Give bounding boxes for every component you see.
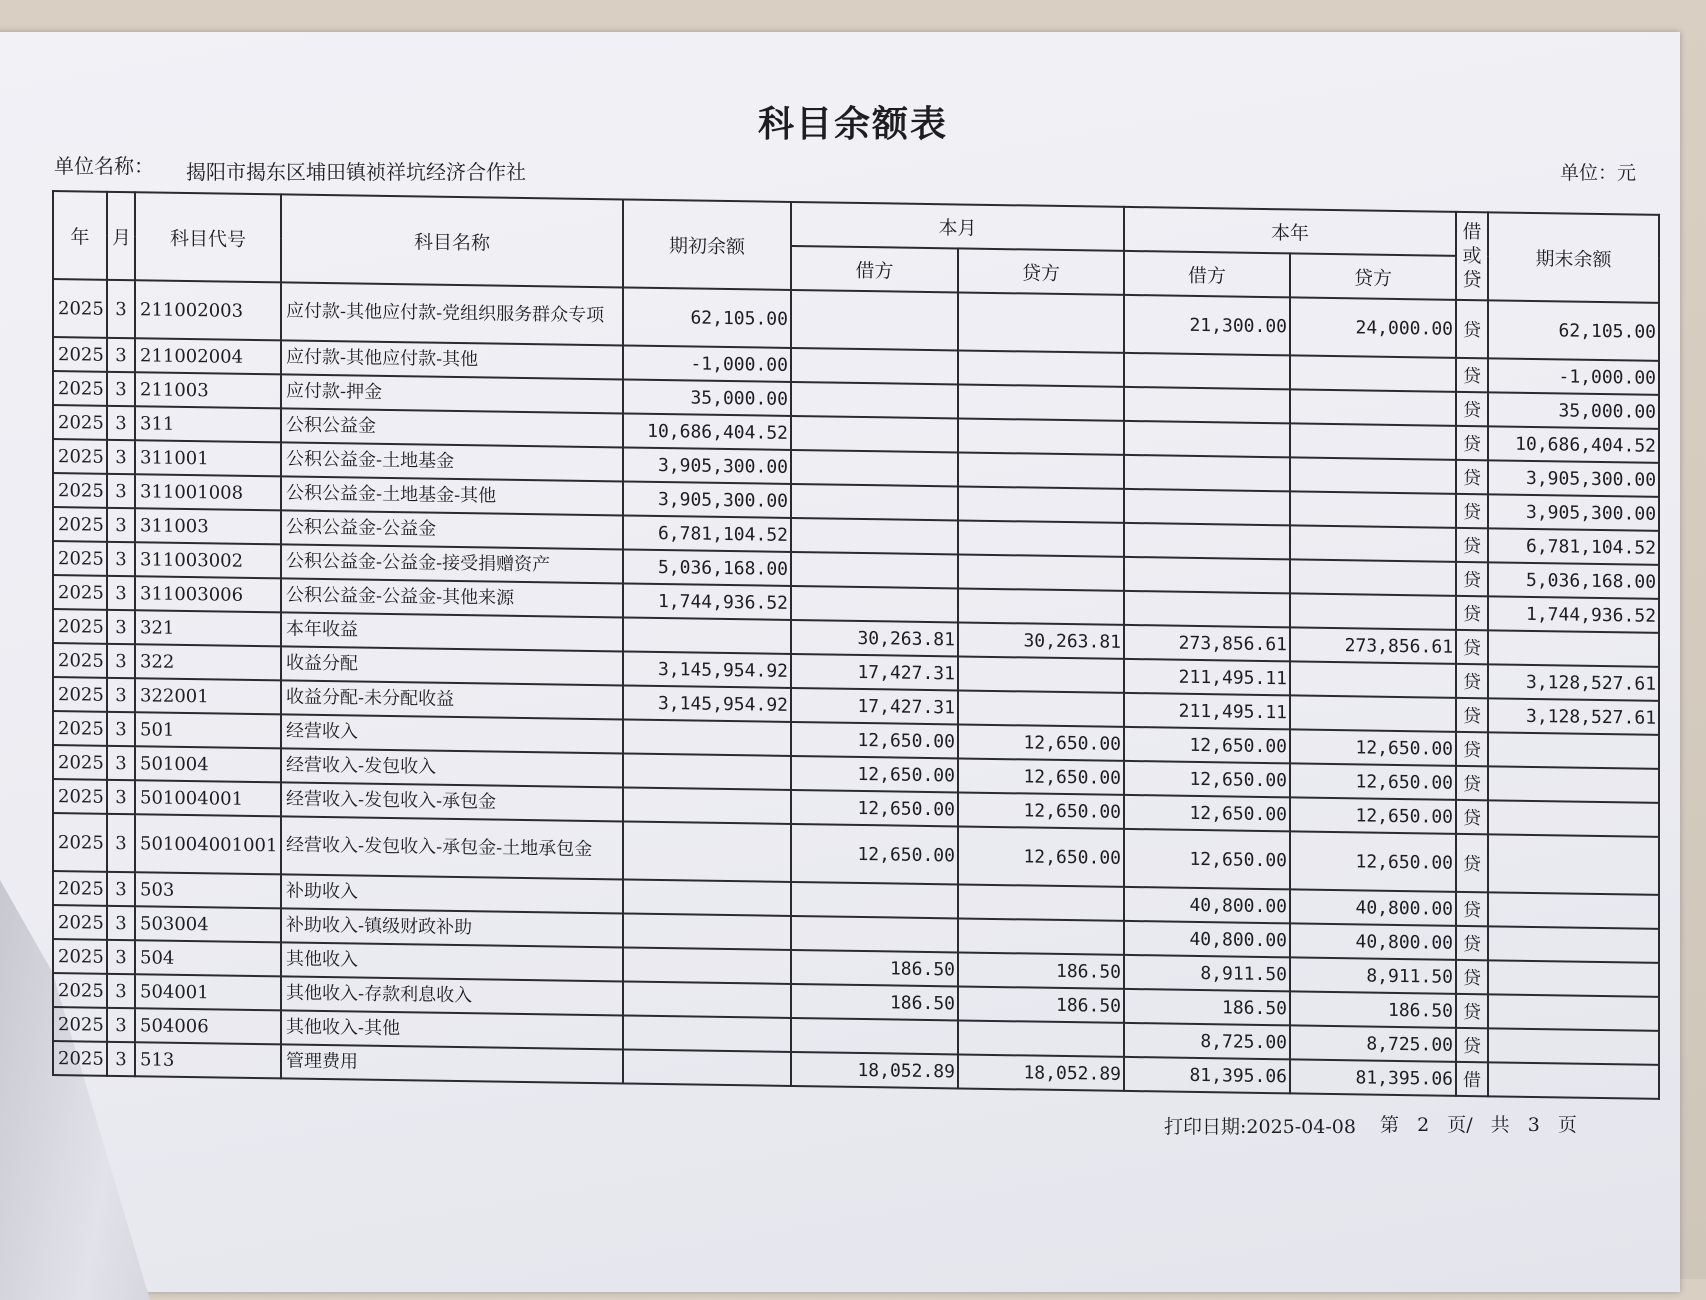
cell-year: 2025 [53, 279, 107, 338]
cell-code: 211002004 [135, 338, 281, 374]
cell-name: 应付款-其他应付款-其他 [281, 340, 623, 379]
cell-closing: 3,905,300.00 [1488, 460, 1659, 497]
cell-month-debit: 12,650.00 [791, 756, 958, 792]
cell-month-credit: 186.50 [958, 952, 1124, 988]
cell-direction: 贷 [1456, 528, 1488, 562]
cell-year-credit: 12,650.00 [1290, 831, 1456, 891]
cell-year-credit [1290, 423, 1456, 459]
cell-year-credit [1290, 661, 1456, 697]
cell-month: 3 [107, 780, 135, 814]
cell-code: 311 [135, 406, 281, 442]
cell-year-debit [1124, 387, 1290, 423]
cell-closing: 1,744,936.52 [1488, 596, 1659, 633]
cell-code: 311001008 [135, 474, 281, 510]
cell-code: 321 [135, 610, 281, 646]
cell-name: 公积公益金-公益金 [281, 510, 623, 549]
cell-month-debit: 17,427.31 [791, 654, 958, 690]
cell-month-debit [791, 484, 958, 520]
cell-year-debit: 12,650.00 [1124, 829, 1290, 889]
cell-closing [1488, 960, 1659, 997]
cell-name: 经营收入-发包收入 [281, 748, 623, 787]
cell-year-credit [1290, 593, 1456, 629]
cell-month: 3 [107, 974, 135, 1008]
cell-code: 211003 [135, 372, 281, 408]
cell-name: 公积公益金-土地基金 [281, 442, 623, 481]
cell-month-credit [958, 918, 1124, 954]
cell-month-credit [958, 418, 1124, 454]
cell-month-credit [958, 690, 1124, 726]
cell-name: 公积公益金-土地基金-其他 [281, 476, 623, 515]
cell-year: 2025 [53, 643, 107, 678]
page-prefix: 第 [1380, 1114, 1400, 1136]
cell-year: 2025 [53, 813, 107, 872]
cell-opening: 10,686,404.52 [623, 413, 791, 449]
cell-year-debit: 12,650.00 [1124, 795, 1290, 831]
cell-name: 经营收入-发包收入-承包金 [281, 782, 623, 821]
cell-month: 3 [107, 644, 135, 678]
cell-closing: 3,905,300.00 [1488, 494, 1659, 531]
cell-month-credit [958, 384, 1124, 420]
cell-name: 其他收入 [281, 942, 623, 981]
cell-year-credit [1290, 559, 1456, 595]
cell-code: 311003002 [135, 542, 281, 578]
cell-month: 3 [107, 576, 135, 610]
cell-direction: 贷 [1456, 460, 1488, 494]
header-year: 年 [53, 191, 107, 280]
cell-month-debit: 17,427.31 [791, 688, 958, 724]
header-month: 月 [107, 192, 135, 280]
cell-year-credit: 12,650.00 [1290, 729, 1456, 765]
cell-year-debit [1124, 353, 1290, 389]
cell-name: 应付款-押金 [281, 374, 623, 413]
cell-year: 2025 [53, 541, 107, 576]
cell-year-debit: 81,395.06 [1124, 1057, 1290, 1093]
cell-direction: 贷 [1456, 630, 1488, 664]
cell-month: 3 [107, 508, 135, 542]
cell-year-credit: 12,650.00 [1290, 797, 1456, 833]
cell-month-debit: 12,650.00 [791, 790, 958, 826]
cell-code: 311003 [135, 508, 281, 544]
cell-name: 收益分配-未分配收益 [281, 680, 623, 719]
cell-closing [1488, 1028, 1659, 1065]
cell-month-credit [958, 588, 1124, 624]
cell-year: 2025 [53, 337, 107, 372]
page-mid: 页/ [1447, 1114, 1473, 1136]
cell-month: 3 [107, 338, 135, 372]
cell-year-credit: 273,856.61 [1290, 627, 1456, 663]
cell-direction: 贷 [1456, 766, 1488, 800]
cell-opening: 3,145,954.92 [623, 651, 791, 687]
cell-year: 2025 [53, 405, 107, 440]
cell-year: 2025 [53, 473, 107, 508]
cell-closing [1488, 800, 1659, 837]
cell-month-credit [958, 656, 1124, 692]
cell-month-credit: 30,263.81 [958, 622, 1124, 658]
cell-name: 本年收益 [281, 612, 623, 651]
cell-year-credit [1290, 695, 1456, 731]
cell-year: 2025 [53, 745, 107, 780]
cell-year-credit: 81,395.06 [1290, 1059, 1456, 1095]
cell-closing: 35,000.00 [1488, 392, 1659, 429]
cell-code: 504001 [135, 974, 281, 1010]
cell-direction: 贷 [1456, 800, 1488, 834]
cell-month-credit: 18,052.89 [958, 1054, 1124, 1090]
page-indicator [1374, 1110, 1583, 1137]
cell-month: 3 [107, 746, 135, 780]
cell-year: 2025 [53, 1007, 107, 1042]
cell-direction: 贷 [1456, 732, 1488, 766]
cell-closing: 5,036,168.00 [1488, 562, 1659, 599]
page-suffix: 页 [1557, 1114, 1577, 1136]
header-month-credit: 贷方 [958, 248, 1124, 294]
cell-year: 2025 [53, 905, 107, 940]
cell-year-credit [1290, 355, 1456, 391]
cell-month-debit [791, 450, 958, 486]
cell-opening: 62,105.00 [623, 287, 791, 347]
cell-month-credit [958, 1020, 1124, 1056]
header-code: 科目代号 [135, 192, 281, 282]
cell-year-debit: 12,650.00 [1124, 727, 1290, 763]
cell-opening: 5,036,168.00 [623, 549, 791, 585]
cell-month: 3 [107, 1008, 135, 1042]
cell-month-credit: 12,650.00 [958, 826, 1124, 886]
cell-direction: 贷 [1456, 596, 1488, 630]
cell-month-credit [958, 486, 1124, 522]
cell-year-debit: 12,650.00 [1124, 761, 1290, 797]
cell-month: 3 [107, 940, 135, 974]
cell-month-debit [791, 518, 958, 554]
cell-year-debit [1124, 421, 1290, 457]
cell-year-debit: 8,911.50 [1124, 955, 1290, 991]
cell-year: 2025 [53, 439, 107, 474]
cell-opening: 3,145,954.92 [623, 685, 791, 721]
balance-table [52, 190, 1660, 1100]
cell-closing [1488, 1062, 1659, 1099]
cell-year: 2025 [53, 609, 107, 644]
cell-opening: 1,744,936.52 [623, 583, 791, 619]
cell-direction: 贷 [1456, 698, 1488, 732]
cell-month-credit: 186.50 [958, 986, 1124, 1022]
cell-closing [1488, 834, 1659, 895]
page-total: 3 [1527, 1114, 1540, 1136]
unit-name-value: 揭阳市揭东区埔田镇祯祥坑经济合作社 [186, 160, 526, 184]
cell-year: 2025 [53, 1041, 107, 1076]
cell-opening [623, 1049, 791, 1085]
cell-opening [623, 719, 791, 755]
header-closing: 期末余额 [1488, 212, 1659, 303]
cell-opening [623, 981, 791, 1017]
cell-opening [623, 947, 791, 983]
cell-month-credit: 12,650.00 [958, 724, 1124, 760]
header-name: 科目名称 [281, 194, 623, 287]
cell-month-debit [791, 290, 958, 350]
cell-year: 2025 [53, 973, 107, 1008]
page-current: 2 [1417, 1114, 1430, 1136]
cell-month: 3 [107, 678, 135, 712]
cell-direction: 贷 [1456, 994, 1488, 1028]
cell-direction: 贷 [1456, 664, 1488, 698]
cell-month-debit: 12,650.00 [791, 722, 958, 758]
cell-direction: 贷 [1456, 358, 1488, 392]
cell-direction: 贷 [1456, 300, 1488, 358]
cell-direction: 贷 [1456, 1028, 1488, 1062]
cell-month-credit: 12,650.00 [958, 758, 1124, 794]
cell-code: 311001 [135, 440, 281, 476]
cell-name: 补助收入-镇级财政补助 [281, 908, 623, 947]
cell-opening [623, 1015, 791, 1051]
cell-code: 211002003 [135, 280, 281, 340]
cell-month-debit [791, 552, 958, 588]
cell-code: 503004 [135, 906, 281, 942]
cell-code: 504006 [135, 1008, 281, 1044]
cell-year-debit: 40,800.00 [1124, 921, 1290, 957]
cell-month-credit [958, 350, 1124, 386]
cell-month: 3 [107, 280, 135, 338]
cell-year-debit [1124, 455, 1290, 491]
page-total-prefix: 共 [1490, 1114, 1510, 1136]
cell-direction: 贷 [1456, 494, 1488, 528]
header-month-debit: 借方 [791, 246, 958, 292]
cell-direction: 贷 [1456, 834, 1488, 892]
cell-year-debit: 211,495.11 [1124, 693, 1290, 729]
cell-closing [1488, 994, 1659, 1031]
cell-month-debit [791, 586, 958, 622]
cell-name: 应付款-其他应付款-党组织服务群众专项 [281, 282, 623, 345]
header-this-month: 本月 [791, 202, 1124, 251]
cell-name: 公积公益金-公益金-接受捐赠资产 [281, 544, 623, 583]
cell-month-debit [791, 916, 958, 952]
cell-year: 2025 [53, 507, 107, 542]
cell-month: 3 [107, 872, 135, 906]
cell-closing [1488, 766, 1659, 803]
cell-month-debit: 30,263.81 [791, 620, 958, 656]
cell-month: 3 [107, 406, 135, 440]
cell-opening [623, 787, 791, 823]
cell-month: 3 [107, 712, 135, 746]
cell-month: 3 [107, 440, 135, 474]
cell-closing: 3,128,527.61 [1488, 664, 1659, 701]
cell-month: 3 [107, 474, 135, 508]
cell-opening: 6,781,104.52 [623, 515, 791, 551]
cell-code: 322 [135, 644, 281, 680]
cell-code: 501 [135, 712, 281, 748]
cell-year-debit: 273,856.61 [1124, 625, 1290, 661]
cell-year-debit [1124, 489, 1290, 525]
cell-code: 501004001001 [135, 814, 281, 874]
cell-year: 2025 [53, 779, 107, 814]
print-date: 打印日期:2025-04-08 [1164, 1116, 1356, 1138]
cell-year-credit: 8,911.50 [1290, 957, 1456, 993]
cell-month-credit [958, 884, 1124, 920]
cell-month-debit [791, 382, 958, 418]
cell-month-debit [791, 882, 958, 918]
cell-opening: -1,000.00 [623, 345, 791, 381]
header-year-credit: 贷方 [1290, 253, 1456, 299]
cell-opening: 3,905,300.00 [623, 447, 791, 483]
cell-name: 管理费用 [281, 1044, 623, 1083]
cell-closing: 3,128,527.61 [1488, 698, 1659, 735]
cell-month-credit [958, 554, 1124, 590]
cell-year-credit [1290, 525, 1456, 561]
cell-year-debit: 211,495.11 [1124, 659, 1290, 695]
cell-opening [623, 753, 791, 789]
cell-month-credit [958, 520, 1124, 556]
cell-month: 3 [107, 814, 135, 872]
cell-direction: 贷 [1456, 426, 1488, 460]
cell-month: 3 [107, 372, 135, 406]
cell-year: 2025 [53, 677, 107, 712]
cell-month-debit: 186.50 [791, 950, 958, 986]
cell-month: 3 [107, 906, 135, 940]
cell-code: 501004 [135, 746, 281, 782]
cell-year-debit: 21,300.00 [1124, 295, 1290, 355]
cell-year-credit: 186.50 [1290, 991, 1456, 1027]
cell-month-credit: 12,650.00 [958, 792, 1124, 828]
cell-name: 经营收入-发包收入-承包金-土地承包金 [281, 816, 623, 879]
cell-opening: 3,905,300.00 [623, 481, 791, 517]
cell-name: 其他收入-存款利息收入 [281, 976, 623, 1015]
cell-closing [1488, 892, 1659, 929]
unit-name-label: 单位名称： [54, 154, 154, 178]
cell-name: 公积公益金 [281, 408, 623, 447]
cell-closing [1488, 926, 1659, 963]
cell-month-debit [791, 1018, 958, 1054]
cell-year: 2025 [53, 371, 107, 406]
cell-closing [1488, 732, 1659, 769]
cell-year-debit: 40,800.00 [1124, 887, 1290, 923]
cell-closing: -1,000.00 [1488, 358, 1659, 395]
cell-direction: 贷 [1456, 960, 1488, 994]
cell-month: 3 [107, 610, 135, 644]
header-opening: 期初余额 [623, 199, 791, 289]
cell-name: 公积公益金-公益金-其他来源 [281, 578, 623, 617]
cell-year-debit: 8,725.00 [1124, 1023, 1290, 1059]
cell-closing: 10,686,404.52 [1488, 426, 1659, 463]
cell-month-credit [958, 292, 1124, 352]
cell-year: 2025 [53, 711, 107, 746]
cell-year-debit [1124, 557, 1290, 593]
cell-code: 322001 [135, 678, 281, 714]
cell-opening [623, 879, 791, 915]
cell-month: 3 [107, 1042, 135, 1076]
cell-name: 经营收入 [281, 714, 623, 753]
cell-month-debit [791, 416, 958, 452]
cell-year-credit [1290, 457, 1456, 493]
cell-month-credit [958, 452, 1124, 488]
cell-year: 2025 [53, 575, 107, 610]
currency-unit: 单位：元 [1559, 162, 1636, 184]
cell-direction: 贷 [1456, 562, 1488, 596]
cell-closing [1488, 630, 1659, 667]
cell-month-debit: 12,650.00 [791, 824, 958, 884]
cell-closing: 62,105.00 [1488, 300, 1659, 361]
cell-year-credit: 8,725.00 [1290, 1025, 1456, 1061]
report-title: 科目余额表 [757, 104, 948, 145]
cell-opening [623, 913, 791, 949]
cell-opening [623, 821, 791, 881]
cell-code: 501004001 [135, 780, 281, 816]
cell-name: 补助收入 [281, 874, 623, 913]
cell-year: 2025 [53, 871, 107, 906]
cell-closing: 6,781,104.52 [1488, 528, 1659, 565]
cell-month-debit [791, 348, 958, 384]
cell-name: 其他收入-其他 [281, 1010, 623, 1049]
cell-year-debit [1124, 523, 1290, 559]
cell-direction: 贷 [1456, 392, 1488, 426]
cell-name: 收益分配 [281, 646, 623, 685]
cell-year-debit [1124, 591, 1290, 627]
cell-month: 3 [107, 542, 135, 576]
cell-year: 2025 [53, 939, 107, 974]
cell-month-debit: 186.50 [791, 984, 958, 1020]
cell-year-credit [1290, 389, 1456, 425]
cell-code: 311003006 [135, 576, 281, 612]
cell-opening [623, 617, 791, 653]
cell-year-credit: 40,800.00 [1290, 889, 1456, 925]
cell-direction: 借 [1456, 1062, 1488, 1096]
cell-code: 504 [135, 940, 281, 976]
cell-opening: 35,000.00 [623, 379, 791, 415]
cell-year-credit: 24,000.00 [1290, 297, 1456, 357]
header-this-year: 本年 [1124, 207, 1456, 256]
cell-direction: 贷 [1456, 892, 1488, 926]
cell-year-credit [1290, 491, 1456, 527]
cell-direction: 贷 [1456, 926, 1488, 960]
cell-year-credit: 12,650.00 [1290, 763, 1456, 799]
cell-code: 503 [135, 872, 281, 908]
cell-code: 513 [135, 1042, 281, 1078]
header-year-debit: 借方 [1124, 251, 1290, 297]
cell-year-debit: 186.50 [1124, 989, 1290, 1025]
cell-year-credit: 40,800.00 [1290, 923, 1456, 959]
header-direction: 借或贷 [1456, 212, 1488, 300]
cell-month-debit: 18,052.89 [791, 1052, 958, 1088]
